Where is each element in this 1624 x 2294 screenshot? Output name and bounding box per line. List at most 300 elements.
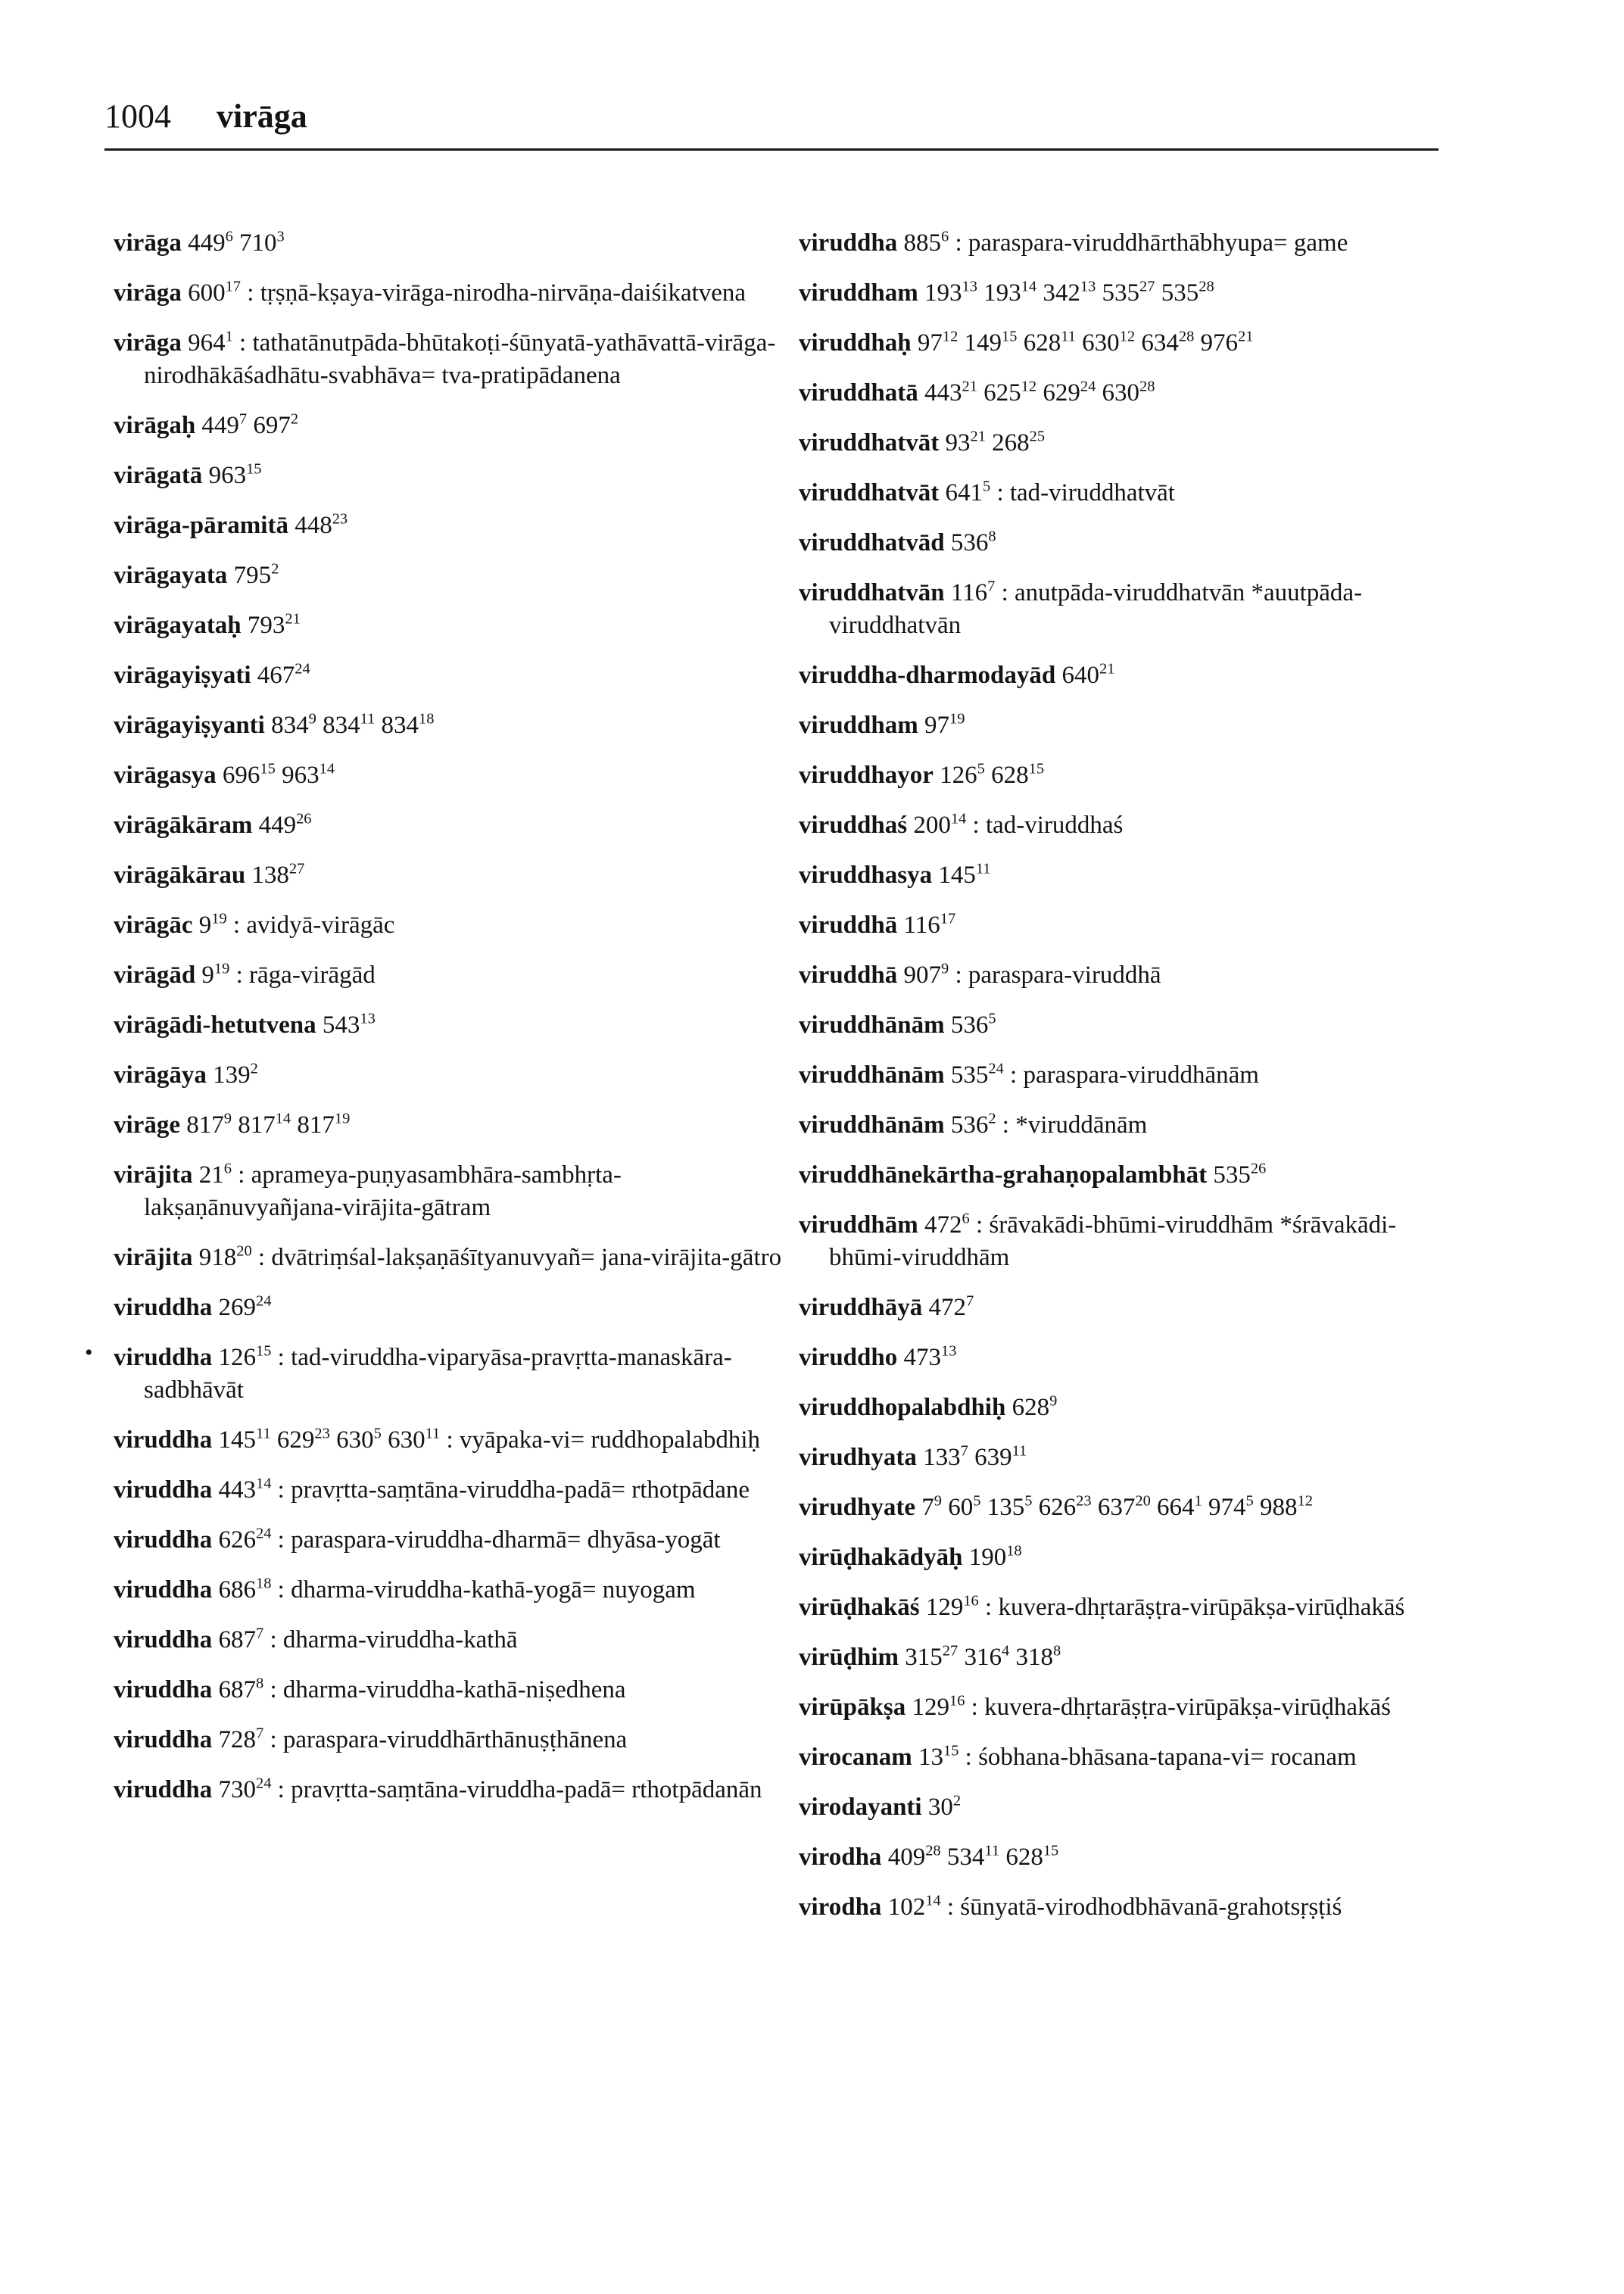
reference-page: 449 bbox=[188, 229, 226, 257]
margin-mark: • bbox=[85, 1340, 93, 1365]
index-entry bbox=[114, 227, 795, 260]
index-entry bbox=[114, 460, 795, 492]
gloss-separator: : bbox=[232, 912, 241, 939]
reference-line: 26 bbox=[296, 810, 312, 828]
entry-headword: virodayanti bbox=[799, 1794, 922, 1821]
gloss-separator: : bbox=[270, 1676, 277, 1703]
reference-page: 629 bbox=[1043, 379, 1080, 407]
index-entry bbox=[114, 759, 795, 792]
entry-reference bbox=[940, 762, 985, 789]
reference-line: 5 bbox=[973, 1492, 981, 1510]
entry-reference bbox=[888, 1844, 941, 1871]
entry-headword: virāgāc bbox=[114, 912, 193, 939]
reference-line: 13 bbox=[1080, 278, 1096, 295]
reference-page: 976 bbox=[1200, 329, 1239, 357]
reference-page: 268 bbox=[992, 429, 1030, 457]
entry-reference bbox=[945, 429, 985, 457]
entry-reference bbox=[251, 862, 304, 889]
reference-page: 907 bbox=[903, 962, 941, 989]
index-entry bbox=[114, 1574, 795, 1607]
index-entry bbox=[114, 1524, 795, 1557]
index-entry bbox=[799, 1541, 1465, 1574]
entry-reference bbox=[213, 1061, 258, 1089]
entry-headword: virodha bbox=[799, 1893, 882, 1921]
entry-headword: viruddhatā bbox=[799, 379, 918, 407]
index-entry bbox=[114, 709, 795, 742]
reference-page: 626 bbox=[1038, 1494, 1077, 1521]
index-entry bbox=[114, 1624, 795, 1657]
reference-page: 687 bbox=[218, 1676, 256, 1703]
entry-gloss: aprameya-puṇyasambhāra-sambhṛta-lakṣaṇānuvyañjana-virājita-gātram bbox=[144, 1161, 622, 1221]
reference-page: 664 bbox=[1157, 1494, 1195, 1521]
entry-headword: viruddhatvāt bbox=[799, 429, 940, 457]
reference-page: 535 bbox=[1213, 1161, 1251, 1189]
reference-line: 27 bbox=[1139, 278, 1155, 295]
reference-line: 12 bbox=[1297, 1492, 1313, 1510]
entry-reference bbox=[1015, 1644, 1061, 1671]
entry-headword: virāga-pāramitā bbox=[114, 512, 288, 539]
index-entry bbox=[799, 1841, 1465, 1874]
entry-gloss: paraspara-viruddhārthānuṣṭhānena bbox=[282, 1726, 628, 1753]
reference-line: 13 bbox=[940, 1342, 957, 1360]
reference-page: 21 bbox=[198, 1161, 224, 1189]
reference-line: 24 bbox=[255, 1292, 272, 1310]
index-entry bbox=[114, 1342, 795, 1407]
entry-reference bbox=[201, 412, 247, 439]
entry-reference bbox=[218, 1526, 271, 1554]
reference-page: 534 bbox=[946, 1844, 985, 1871]
entry-headword: virāgayiṣyanti bbox=[114, 712, 265, 739]
reference-line: 11 bbox=[360, 710, 376, 728]
reference-line: 5 bbox=[1245, 1492, 1254, 1510]
reference-line: 21 bbox=[970, 428, 986, 445]
reference-line: 7 bbox=[965, 1292, 974, 1310]
reference-line: 27 bbox=[942, 1642, 959, 1660]
entry-headword: viruddha bbox=[799, 229, 898, 257]
gloss-separator: : bbox=[996, 479, 1004, 506]
entry-reference bbox=[928, 1794, 961, 1821]
entry-reference bbox=[218, 1426, 270, 1454]
reference-line: 15 bbox=[1028, 760, 1045, 778]
reference-page: 102 bbox=[887, 1893, 926, 1921]
entry-reference bbox=[991, 762, 1044, 789]
entry-headword: virudhyata bbox=[799, 1444, 917, 1471]
reference-line: 9 bbox=[308, 710, 316, 728]
entry-reference bbox=[188, 279, 241, 307]
entry-reference bbox=[248, 612, 301, 639]
entry-reference bbox=[259, 812, 312, 839]
entry-gloss: dharma-viruddha-kathā-niṣedhena bbox=[282, 1676, 626, 1703]
entry-reference bbox=[921, 1494, 942, 1521]
reference-page: 149 bbox=[964, 329, 1002, 357]
index-entry bbox=[114, 1724, 795, 1756]
reference-line: 7 bbox=[238, 410, 248, 428]
entry-reference bbox=[1012, 1394, 1058, 1421]
entry-reference bbox=[218, 1776, 271, 1803]
reference-page: 269 bbox=[218, 1294, 256, 1321]
entry-reference bbox=[918, 1744, 959, 1771]
entry-reference bbox=[987, 1494, 1033, 1521]
entry-headword: viruddhayor bbox=[799, 762, 934, 789]
reference-page: 318 bbox=[1015, 1644, 1053, 1671]
reference-line: 13 bbox=[962, 278, 977, 295]
entry-reference bbox=[218, 1626, 263, 1653]
reference-line: 7 bbox=[987, 578, 996, 595]
entry-reference bbox=[903, 229, 949, 257]
reference-page: 449 bbox=[201, 412, 239, 439]
reference-line: 28 bbox=[1139, 378, 1155, 395]
entry-reference bbox=[1161, 279, 1214, 307]
entry-gloss: vyāpaka-vi= ruddhopalabdhiḥ bbox=[459, 1426, 761, 1454]
reference-page: 686 bbox=[218, 1576, 256, 1604]
entry-headword: viruddhatvāt bbox=[799, 479, 940, 506]
entry-headword: viruddham bbox=[799, 712, 918, 739]
entry-headword: viruddhaś bbox=[799, 812, 908, 839]
index-entry bbox=[799, 809, 1465, 842]
entry-headword: virāgādi-hetutvena bbox=[114, 1011, 316, 1039]
gloss-separator: : bbox=[971, 1694, 978, 1721]
reference-page: 536 bbox=[950, 1111, 989, 1139]
reference-page: 634 bbox=[1141, 329, 1179, 357]
index-entry bbox=[799, 1791, 1465, 1824]
index-entry bbox=[799, 1292, 1465, 1324]
reference-page: 817 bbox=[238, 1111, 276, 1139]
reference-line: 24 bbox=[255, 1775, 272, 1792]
gloss-separator: : bbox=[955, 962, 962, 989]
index-entry bbox=[114, 1674, 795, 1706]
entry-reference bbox=[1213, 1161, 1266, 1189]
reference-page: 443 bbox=[218, 1476, 256, 1504]
index-entry bbox=[114, 1474, 795, 1507]
reference-line: 5 bbox=[373, 1425, 382, 1442]
reference-line: 9 bbox=[223, 1110, 232, 1127]
reference-page: 60 bbox=[948, 1494, 974, 1521]
entry-reference bbox=[947, 1844, 999, 1871]
entry-gloss: śrāvakādi-bhūmi-viruddhām *śrāvakādi-bhūmi-viruddhām bbox=[829, 1211, 1397, 1271]
index-entry bbox=[799, 1491, 1465, 1524]
index-entry bbox=[799, 1059, 1465, 1092]
entry-headword: virāga bbox=[114, 229, 182, 257]
entry-headword: virāgatā bbox=[114, 462, 203, 489]
entry-gloss: dharma-viruddha-kathā bbox=[282, 1626, 518, 1653]
reference-page: 536 bbox=[950, 1011, 989, 1039]
entry-reference bbox=[1260, 1494, 1313, 1521]
entry-headword: viruddhānām bbox=[799, 1011, 945, 1039]
entry-reference bbox=[945, 479, 990, 506]
entry-reference bbox=[323, 712, 375, 739]
reference-line: 6 bbox=[962, 1210, 970, 1227]
gloss-separator: : bbox=[247, 279, 254, 307]
reference-page: 963 bbox=[282, 762, 320, 789]
entry-reference bbox=[1208, 1494, 1254, 1521]
reference-page: 625 bbox=[983, 379, 1021, 407]
entry-headword: virudhyate bbox=[799, 1494, 916, 1521]
entry-headword: viruddha-dharmodayād bbox=[799, 662, 1056, 689]
entry-gloss: *viruddānām bbox=[1015, 1111, 1148, 1139]
reference-page: 193 bbox=[983, 279, 1021, 307]
entry-reference bbox=[928, 1294, 974, 1321]
entry-headword: viruddhām bbox=[799, 1211, 918, 1239]
entry-headword: viruddha bbox=[114, 1626, 213, 1653]
reference-page: 342 bbox=[1043, 279, 1080, 307]
entry-reference bbox=[199, 1244, 252, 1271]
reference-line: 18 bbox=[419, 710, 435, 728]
entry-gloss: avidyā-virāgāc bbox=[246, 912, 395, 939]
entry-reference bbox=[969, 1544, 1022, 1571]
reference-line: 13 bbox=[360, 1010, 376, 1027]
reference-line: 19 bbox=[334, 1110, 351, 1127]
index-entry bbox=[799, 1891, 1465, 1924]
reference-line: 2 bbox=[988, 1110, 996, 1127]
entry-reference bbox=[199, 1161, 232, 1189]
reference-line: 7 bbox=[255, 1725, 264, 1742]
entry-headword: virāga bbox=[114, 329, 182, 357]
entry-gloss: dvātriṃśal-lakṣaṇāśītyanuvyañ= jana-virājita-gātro bbox=[271, 1244, 782, 1271]
reference-line: 19 bbox=[949, 710, 965, 728]
entry-headword: virāgākāram bbox=[114, 812, 253, 839]
index-entry bbox=[114, 410, 795, 442]
reference-line: 9 bbox=[934, 1492, 942, 1510]
gloss-separator: : bbox=[270, 1626, 277, 1653]
reference-page: 600 bbox=[188, 279, 226, 307]
reference-page: 473 bbox=[903, 1344, 941, 1371]
reference-line: 9 bbox=[1049, 1392, 1058, 1410]
entry-reference bbox=[964, 1644, 1009, 1671]
entry-headword: viruddhatvān bbox=[799, 579, 945, 606]
reference-line: 15 bbox=[1043, 1842, 1059, 1859]
index-entry bbox=[114, 1242, 795, 1274]
entry-reference bbox=[209, 462, 262, 489]
index-entry bbox=[114, 1159, 795, 1224]
reference-page: 885 bbox=[903, 229, 941, 257]
reference-page: 988 bbox=[1259, 1494, 1298, 1521]
reference-line: 15 bbox=[1002, 328, 1018, 345]
entry-reference bbox=[253, 412, 298, 439]
entry-reference bbox=[388, 1426, 440, 1454]
entry-gloss: śūnyatā-virodhodbhāvanā-grahotsṛṣṭiś bbox=[960, 1893, 1342, 1921]
reference-line: 2 bbox=[250, 1060, 258, 1077]
entry-headword: viruddha bbox=[114, 1676, 213, 1703]
reference-page: 629 bbox=[276, 1426, 315, 1454]
reference-line: 11 bbox=[425, 1425, 441, 1442]
entry-reference bbox=[983, 379, 1036, 407]
entry-headword: viruddha bbox=[114, 1426, 213, 1454]
gloss-separator: : bbox=[946, 1893, 955, 1921]
index-entry bbox=[799, 709, 1465, 742]
reference-page: 834 bbox=[381, 712, 419, 739]
reference-line: 15 bbox=[246, 460, 262, 478]
entry-reference bbox=[382, 712, 435, 739]
reference-line: 5 bbox=[982, 478, 991, 495]
reference-line: 20 bbox=[236, 1242, 252, 1260]
entry-headword: virāgāya bbox=[114, 1061, 207, 1089]
entry-reference bbox=[234, 562, 279, 589]
reference-line: 28 bbox=[1199, 278, 1214, 295]
entry-headword: virāgaḥ bbox=[114, 412, 196, 439]
reference-line: 28 bbox=[925, 1842, 941, 1859]
entry-gloss: tad-viruddhaś bbox=[985, 812, 1124, 839]
index-entry bbox=[114, 277, 795, 310]
entry-gloss: tathatānutpāda-bhūtakoṭi-śūnyatā-yathāvattā-virāga-nirodhākāśadhātu-svabhāva= tva-pratipādanena bbox=[144, 329, 776, 389]
index-entry bbox=[114, 959, 795, 992]
entry-reference bbox=[1098, 1494, 1151, 1521]
reference-line: 11 bbox=[1061, 328, 1076, 345]
reference-line: 8 bbox=[255, 1675, 264, 1692]
entry-reference bbox=[913, 812, 966, 839]
reference-line: 19 bbox=[214, 960, 230, 977]
reference-page: 728 bbox=[218, 1726, 256, 1753]
index-entry bbox=[114, 1292, 795, 1324]
reference-line: 25 bbox=[1029, 428, 1046, 445]
reference-page: 443 bbox=[924, 379, 962, 407]
reference-page: 817 bbox=[186, 1111, 224, 1139]
index-entry bbox=[799, 327, 1465, 360]
entry-headword: virāgayiṣyati bbox=[114, 662, 251, 689]
reference-page: 628 bbox=[1005, 1844, 1043, 1871]
entry-gloss: tad-viruddhatvāt bbox=[1009, 479, 1175, 506]
reference-page: 730 bbox=[218, 1776, 256, 1803]
entry-reference bbox=[992, 429, 1045, 457]
reference-line: 14 bbox=[275, 1110, 291, 1127]
entry-headword: viruddha bbox=[114, 1344, 213, 1371]
entry-reference bbox=[974, 1444, 1027, 1471]
gloss-separator: : bbox=[446, 1426, 454, 1454]
index-entry bbox=[114, 1059, 795, 1092]
reference-page: 145 bbox=[218, 1426, 256, 1454]
entry-headword: viruddhānekārtha-grahaṇopalambhāt bbox=[799, 1161, 1208, 1189]
reference-page: 30 bbox=[927, 1794, 953, 1821]
index-entry bbox=[799, 859, 1465, 892]
reference-line: 14 bbox=[319, 760, 335, 778]
reference-page: 793 bbox=[247, 612, 285, 639]
entry-reference bbox=[239, 229, 285, 257]
entry-reference bbox=[277, 1426, 330, 1454]
reference-page: 126 bbox=[940, 762, 977, 789]
entry-reference bbox=[271, 712, 316, 739]
entry-reference bbox=[218, 1476, 271, 1504]
reference-line: 9 bbox=[940, 960, 949, 977]
index-entry bbox=[799, 527, 1465, 559]
entry-headword: virāgayataḥ bbox=[114, 612, 242, 639]
reference-line: 4 bbox=[1001, 1642, 1010, 1660]
reference-line: 11 bbox=[1011, 1442, 1027, 1460]
index-entry bbox=[799, 909, 1465, 942]
reference-page: 93 bbox=[945, 429, 971, 457]
reference-line: 14 bbox=[1021, 278, 1037, 295]
reference-line: 5 bbox=[988, 1010, 996, 1027]
entry-reference bbox=[938, 862, 990, 889]
reference-line: 24 bbox=[295, 660, 310, 678]
reference-line: 24 bbox=[255, 1525, 272, 1542]
entry-headword: virāgasya bbox=[114, 762, 217, 789]
entry-gloss: paraspara-viruddha-dharmā= dhyāsa-yogāt bbox=[291, 1526, 721, 1554]
reference-line: 16 bbox=[949, 1692, 965, 1710]
reference-line: 1 bbox=[225, 328, 233, 345]
entry-reference bbox=[912, 1694, 965, 1721]
entry-reference bbox=[1024, 329, 1076, 357]
entry-headword: viruddhasya bbox=[799, 862, 933, 889]
reference-page: 316 bbox=[964, 1644, 1002, 1671]
entry-reference bbox=[188, 229, 233, 257]
entry-headword: viruddhānām bbox=[799, 1061, 945, 1089]
reference-page: 193 bbox=[924, 279, 962, 307]
reference-line: 15 bbox=[255, 1342, 272, 1360]
reference-page: 543 bbox=[322, 1011, 360, 1039]
reference-page: 630 bbox=[1082, 329, 1120, 357]
reference-line: 26 bbox=[1250, 1160, 1267, 1177]
gloss-separator: : bbox=[277, 1576, 285, 1604]
entry-gloss: pravṛtta-saṃtāna-viruddha-padā= rthotpādanān bbox=[291, 1776, 762, 1803]
entry-reference bbox=[903, 912, 955, 939]
reference-page: 467 bbox=[257, 662, 295, 689]
entry-headword: viruddhatvād bbox=[799, 529, 945, 556]
gloss-separator: : bbox=[1001, 579, 1008, 606]
entry-gloss: anutpāda-viruddhatvān *auutpāda-viruddhatvān bbox=[829, 579, 1363, 639]
entry-reference bbox=[924, 279, 977, 307]
entry-reference bbox=[1102, 279, 1155, 307]
entry-reference bbox=[951, 1111, 996, 1139]
reference-line: 11 bbox=[255, 1425, 271, 1442]
reference-line: 6 bbox=[225, 228, 233, 245]
reference-page: 834 bbox=[323, 712, 360, 739]
entry-reference bbox=[282, 762, 335, 789]
reference-line: 8 bbox=[1052, 1642, 1061, 1660]
entry-headword: virāgād bbox=[114, 962, 196, 989]
reference-page: 696 bbox=[222, 762, 260, 789]
entry-reference bbox=[1102, 379, 1155, 407]
gloss-separator: : bbox=[1010, 1061, 1018, 1089]
reference-line: 3 bbox=[276, 228, 285, 245]
entry-reference bbox=[218, 1676, 263, 1703]
entry-reference bbox=[951, 529, 996, 556]
entry-reference bbox=[1157, 1494, 1202, 1521]
reference-page: 630 bbox=[336, 1426, 374, 1454]
index-column-left bbox=[114, 227, 795, 1824]
reference-line: 12 bbox=[942, 328, 959, 345]
entry-headword: virāgayata bbox=[114, 562, 228, 589]
index-entry bbox=[114, 1009, 795, 1042]
entry-gloss: paraspara-viruddhā bbox=[968, 962, 1161, 989]
gloss-separator: : bbox=[239, 329, 247, 357]
index-entry bbox=[799, 1691, 1465, 1724]
gloss-separator: : bbox=[238, 1161, 245, 1189]
reference-line: 16 bbox=[963, 1592, 979, 1610]
index-entry bbox=[114, 510, 795, 542]
entry-reference bbox=[336, 1426, 382, 1454]
entry-reference bbox=[924, 712, 965, 739]
reference-line: 15 bbox=[943, 1742, 959, 1759]
gloss-separator: : bbox=[277, 1344, 285, 1371]
reference-page: 535 bbox=[950, 1061, 989, 1089]
entry-headword: viruddha bbox=[114, 1476, 213, 1504]
reference-page: 97 bbox=[924, 712, 949, 739]
reference-page: 449 bbox=[258, 812, 297, 839]
entry-gloss: tad-viruddha-viparyāsa-pravṛtta-manaskāra-sadbhāvāt bbox=[144, 1344, 732, 1404]
gloss-separator: : bbox=[972, 812, 980, 839]
entry-gloss: paraspara-viruddhānām bbox=[1023, 1061, 1259, 1089]
entry-reference bbox=[926, 1594, 979, 1621]
reference-line: 20 bbox=[1135, 1492, 1151, 1510]
index-entry bbox=[114, 1109, 795, 1142]
entry-headword: virocanam bbox=[799, 1744, 912, 1771]
entry-gloss: tṛṣṇā-kṣaya-virāga-nirodha-nirvāṇa-daiśikatvena bbox=[260, 279, 747, 307]
entry-reference bbox=[323, 1011, 376, 1039]
entry-gloss: śobhana-bhāsana-tapana-vi= rocanam bbox=[978, 1744, 1357, 1771]
entry-reference bbox=[218, 1294, 271, 1321]
reference-page: 964 bbox=[188, 329, 226, 357]
entry-reference bbox=[1043, 379, 1096, 407]
gloss-separator: : bbox=[965, 1744, 972, 1771]
